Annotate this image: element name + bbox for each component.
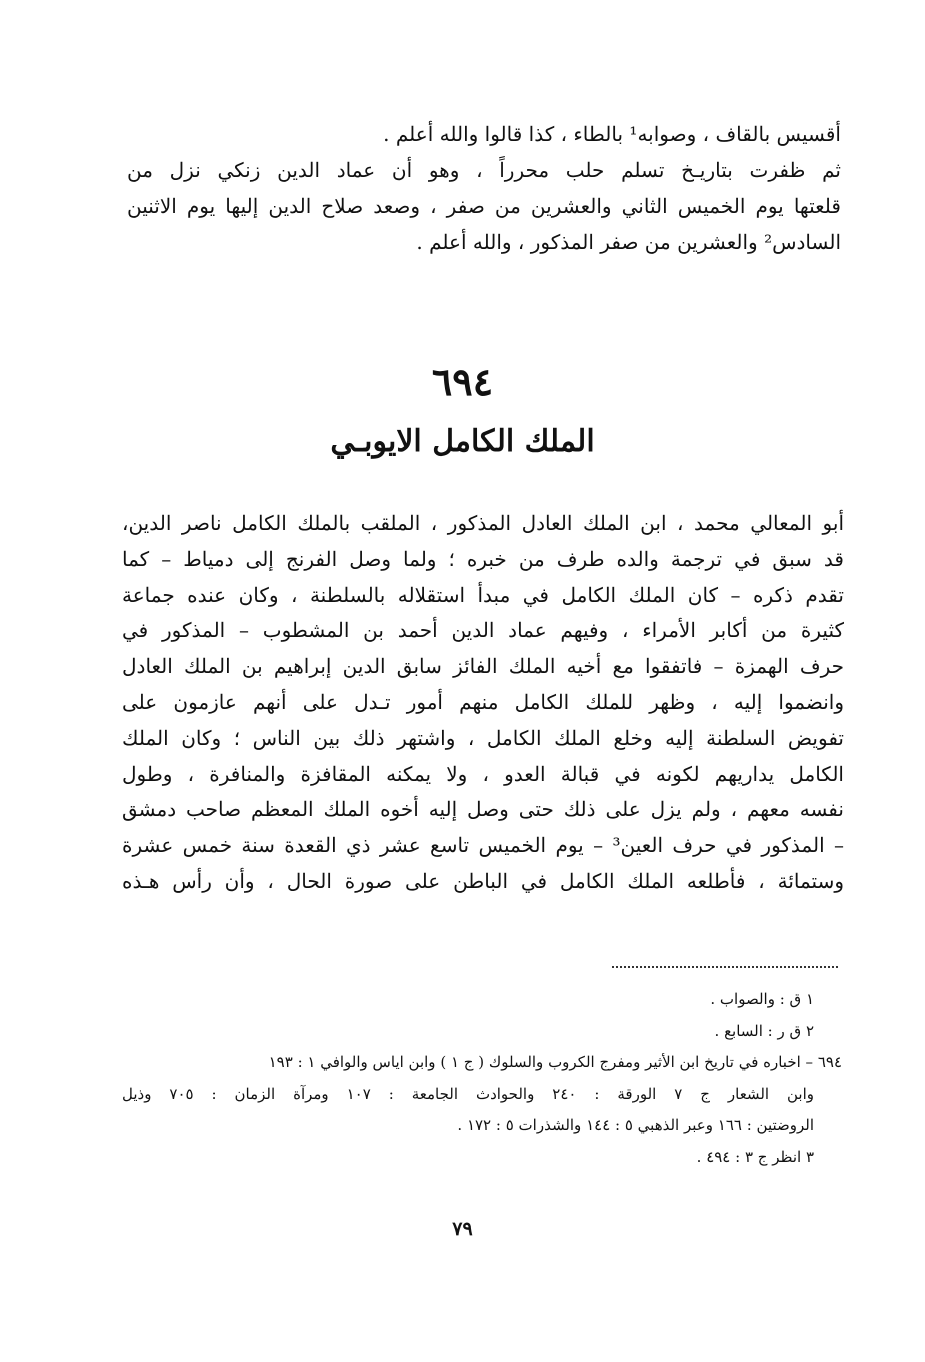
continued-paragraph [127,116,841,260]
paragraph-line: قلعتها يوم الخميس الثاني والعشرين من صفر ، وصعد صلاح الدين إليها يوم الاثنين [127,194,841,218]
footnote-3: ٣ انظر ج ٣ : ٤٩٤ . [696,1147,814,1166]
paragraph-line: حرف الهمزة – فاتفقوا مع أخيه الملك الفائز سابق الدين إبراهيم بن الملك العادل [122,654,844,679]
footnote-divider [612,966,838,968]
paragraph-line: أبو المعالي محمد ، ابن الملك العادل المذكور ، الملقب بالملك الكامل ناصر الدين، [122,511,844,535]
paragraph-line: السادس² والعشرين من صفر المذكور ، والله أعلم . [416,230,841,254]
footnote-694-line: وابن الشعار ج ٧ الورقة : ٢٤٠ والحوادث الجامعة : ١٠٧ ومرآة الزمان : ٧٠٥ وذيل [122,1084,814,1103]
paragraph-line: تفويض السلطنة إليه وخلع الملك الكامل ، واشتهر ذلك بين الناس ؛ وكان الملك [122,725,844,750]
page-number: ٧٩ [452,1218,473,1240]
paragraph-line: نفسه معهم ، ولم يزل على ذلك حتى وصل إليه أخوه الملك المعظم صاحب دمشق [122,797,844,822]
paragraph-line: تقدم ذكره – كان الملك الكامل في مبدأ استقلاله بالسلطنة ، وكان عنده جماعة [122,582,844,607]
entry-title: الملك الكامل الايوبـي [330,424,595,459]
footnotes [122,984,842,1173]
paragraph-line: كثيرة من أكابر الأمراء ، وفيهم عماد الدين أحمد بن المشطوب – المذكور في [122,618,844,643]
footnote-694-line: ٦٩٤ – اخباره في تاريخ ابن الأثير ومفرج الكروب والسلوك ( ج ١ ) وابن اياس والوافي ١ : ١٩٣ [268,1053,842,1071]
paragraph-line: ثم ظفرت بتاريـخ تسلم حلب محرراً ، وهو أن عماد الدين زنكي نزل من [127,158,841,182]
footnote-694-line: الروضتين : ١٦٦ وعبر الذهبي ٥ : ١٤٤ والشذرات ٥ : ١٧٢ . [457,1116,814,1134]
paragraph-line: قد سبق في ترجمة والده طرف من خبره ؛ ولما وصل الفرنج إلى دمياط – كما [122,546,844,571]
paragraph-line: وستمائة ، فأطلعه الملك الكامل في الباطن على صورة الحال ، وأن رأس هـذه [122,868,844,893]
paragraph-line: وانضموا إليه ، وظهر للملك الكامل منهم أمور تـدل على أنهم عازمون على [122,689,844,714]
entry-number: ٦٩٤ [431,359,494,404]
footnote-1: ١ ق : والصواب . [710,990,814,1008]
footnote-2: ٢ ق ر : السابع . [714,1021,814,1040]
paragraph-line: – المذكور في حرف العين³ – يوم الخميس تاسع عشر ذي القعدة سنة خمس عشرة [122,833,844,858]
paragraph-line: الكامل يداريهم لكونه في قبالة العدو ، ولا يمكنه المقافزة والمنافرة ، وطول [122,761,844,786]
paragraph-line: أقسيس بالقاف ، وصوابه¹ بالطاء ، كذا قالوا والله أعلم . [383,122,841,146]
biography-paragraph [122,506,844,900]
